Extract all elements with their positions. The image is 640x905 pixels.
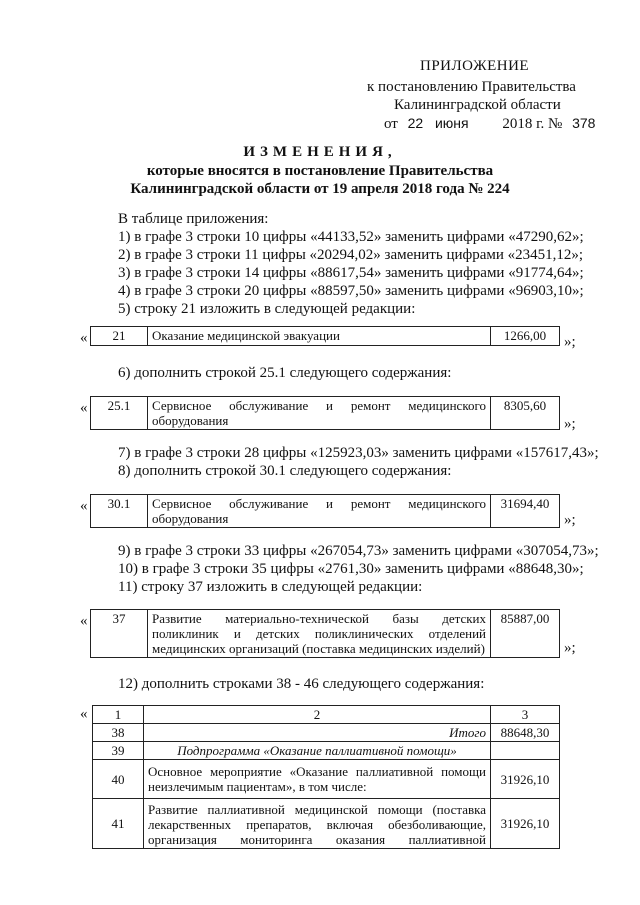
row-text: Оказание медицинской эвакуации	[148, 327, 491, 346]
table-row-30-1	[90, 494, 560, 528]
row-number: 37	[91, 610, 148, 658]
item-3: 3) в графе 3 строки 14 цифры «88617,54» заменить цифрами «91774,64»;	[118, 265, 584, 281]
date-day: 22	[407, 115, 424, 131]
item-6: 6) дополнить строкой 25.1 следующего содержания:	[118, 365, 452, 381]
row-value: 8305,60	[491, 397, 560, 430]
column-header: 3	[491, 706, 560, 724]
item-11: 11) строку 37 изложить в следующей редакции:	[118, 579, 423, 595]
close-quote: »;	[564, 512, 576, 528]
item-7: 7) в графе 3 строки 28 цифры «125923,03» заменить цифрами «157617,43»;	[118, 445, 599, 461]
date-month: июня	[434, 115, 469, 131]
item-1: 1) в графе 3 строки 10 цифры «44133,52» заменить цифрами «47290,62»;	[118, 229, 584, 245]
table-final	[92, 705, 560, 849]
document-number: 378	[572, 115, 596, 131]
open-quote: «	[80, 330, 88, 346]
item-10: 10) в графе 3 строки 35 цифры «2761,30» заменить цифрами «88648,30»;	[118, 561, 584, 577]
intro-text: В таблице приложения:	[118, 211, 269, 227]
close-quote: »;	[564, 640, 576, 656]
row-value: 88648,30	[491, 724, 560, 742]
row-text	[148, 397, 491, 430]
appendix-title: ПРИЛОЖЕНИЕ	[420, 58, 530, 74]
row-value: 85887,00	[491, 610, 560, 658]
row-text	[144, 799, 491, 849]
row-value: 31926,10	[491, 799, 560, 849]
table-row	[91, 397, 560, 430]
row-number: 38	[93, 724, 144, 742]
close-quote: »;	[564, 334, 576, 350]
open-quote: «	[80, 613, 88, 629]
item-2: 2) в графе 3 строки 11 цифры «20294,02» заменить цифрами «23451,12»;	[118, 247, 584, 263]
row-text-line: медицинских организаций (поставка медицинских изделий)	[152, 641, 485, 656]
item-9: 9) в графе 3 строки 33 цифры «267054,73» заменить цифрами «307054,73»;	[118, 543, 599, 559]
row-text-line: организация мониторинга оказания паллиативной	[148, 832, 486, 847]
table-row	[93, 724, 560, 742]
row-number: 40	[93, 760, 144, 799]
table-row	[93, 742, 560, 760]
appendix-line-1: к постановлению Правительства	[367, 79, 576, 95]
row-number: 21	[91, 327, 148, 346]
row-text-line: неизлечимым пациентам», в том числе:	[148, 779, 367, 794]
table-row	[93, 799, 560, 849]
table-row	[91, 327, 560, 346]
table-header-row	[93, 706, 560, 724]
row-value	[491, 742, 560, 760]
table-row-25-1	[90, 396, 560, 430]
appendix-line-2: Калининградской области	[394, 97, 561, 113]
row-text	[144, 760, 491, 799]
doc-heading: ИЗМЕНЕНИЯ,	[243, 144, 397, 160]
date-year: 2018 г.	[502, 116, 545, 132]
row-text-line: лекарственных препаратов, включая обезболивающие,	[148, 817, 486, 832]
row-text	[148, 495, 491, 528]
open-quote: «	[80, 400, 88, 416]
row-number: 41	[93, 799, 144, 849]
row-value: 1266,00	[491, 327, 560, 346]
item-8: 8) дополнить строкой 30.1 следующего содержания:	[118, 463, 452, 479]
row-text-line: оборудования	[152, 511, 229, 526]
row-text-line: оборудования	[152, 413, 229, 428]
row-number: 30.1	[91, 495, 148, 528]
column-header: 2	[144, 706, 491, 724]
row-text-line: Развитие материально-технической базы детских	[152, 611, 486, 626]
table-row	[93, 760, 560, 799]
item-5: 5) строку 21 изложить в следующей редакции:	[118, 301, 416, 317]
column-header: 1	[93, 706, 144, 724]
row-number: 39	[93, 742, 144, 760]
item-12: 12) дополнить строками 38 - 46 следующего содержания:	[118, 676, 485, 692]
date-prefix: от	[384, 116, 398, 132]
table-row-21	[90, 326, 560, 346]
row-text	[148, 610, 491, 658]
row-text-line: поликлиник и детских поликлинических отделений	[152, 626, 486, 641]
doc-subheading-1: которые вносятся в постановление Правительства	[146, 163, 494, 179]
row-text-line: Развитие паллиативной медицинской помощи (поставка	[148, 802, 486, 817]
row-value: 31926,10	[491, 760, 560, 799]
table-row-37	[90, 609, 560, 658]
table-row	[91, 495, 560, 528]
item-4: 4) в графе 3 строки 20 цифры «88597,50» заменить цифрами «96903,10»;	[118, 283, 584, 299]
row-value: 31694,40	[491, 495, 560, 528]
row-text-line: Сервисное обслуживание и ремонт медицинского	[152, 398, 486, 413]
table-row	[91, 610, 560, 658]
doc-subheading-2: Калининградской области от 19 апреля 2018 года № 224	[130, 181, 510, 197]
number-prefix: №	[548, 116, 563, 132]
open-quote: «	[80, 498, 88, 514]
row-text: Подпрограмма «Оказание паллиативной помощи»	[144, 742, 491, 760]
row-text-line: Сервисное обслуживание и ремонт медицинского	[152, 496, 486, 511]
row-number: 25.1	[91, 397, 148, 430]
close-quote: »;	[564, 416, 576, 432]
open-quote: «	[80, 706, 88, 722]
row-text-line: Основное мероприятие «Оказание паллиативной помощи	[148, 764, 486, 779]
appendix-date-line	[384, 115, 595, 133]
row-text: Итого	[144, 724, 491, 742]
